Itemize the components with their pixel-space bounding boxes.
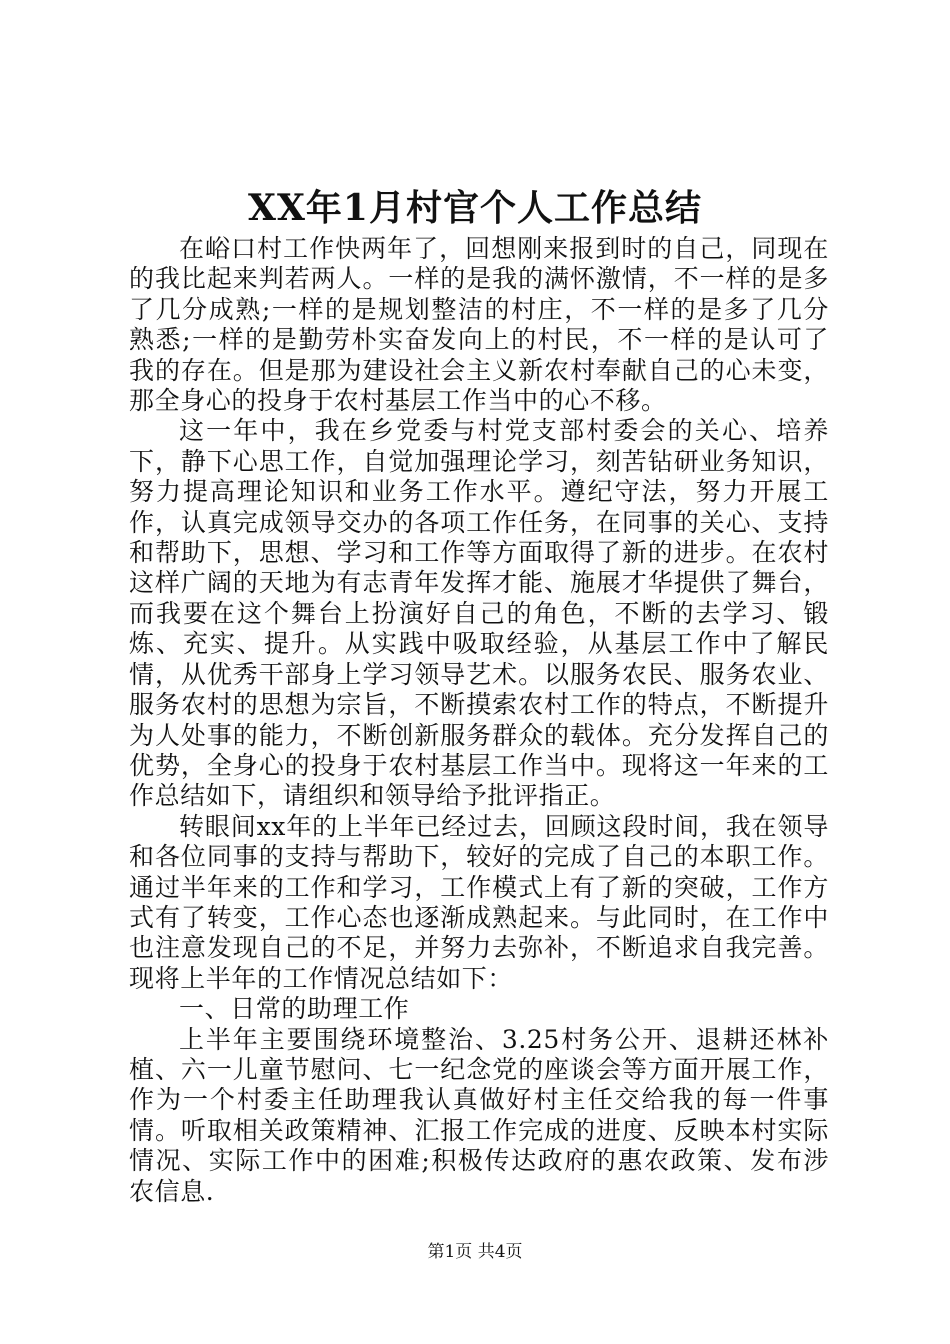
page-footer: 第1页 共4页	[427, 1242, 523, 1262]
paragraph-year-review: 这一年中，我在乡党委与村党支部村委会的关心、培养下，静下心思工作，自觉加强理论学习，刻苦钻研业务知识，努力提高理论知识和业务工作水平。遵纪守法，努力开展工作，认真完成领导交办的各项工作任务，在同事的关心、支持和帮助下，思想、学习和工作等方面取得了新的进步。在农村这样广阔的天地为有志青年发挥才能、施展才华提供了舞台，而我要在这个舞台上扮演好自己的角色，不断的去学习、锻炼、充实、提升。从实践中吸取经验，从基层工作中了解民情，从优秀干部身上学习领导艺术。以服务农民、服务农业、服务农村的思想为宗旨，不断摸索农村工作的特点，不断提升为人处事的能力，不断创新服务群众的载体。充分发挥自己的优势，全身心的投身于农村基层工作当中。现将这一年来的工作总结如下，请组织和领导给予批评指正。	[129, 416, 829, 811]
document-title: XX年1月村官个人工作总结	[248, 187, 702, 229]
document-body	[129, 234, 829, 1207]
section-heading-daily-work: 一、日常的助理工作	[179, 994, 410, 1024]
paragraph-intro: 在峪口村工作快两年了，回想刚来报到时的自己，同现在的我比起来判若两人。一样的是我的满怀激情，不一样的是多了几分成熟;一样的是规划整洁的村庄，不一样的是多了几分熟悉;一样的是勤劳朴实奋发向上的村民，不一样的是认可了我的存在。但是那为建设社会主义新农村奉献自己的心未变，那全身心的投身于农村基层工作当中的心不移。	[129, 234, 829, 416]
paragraph-daily-work: 上半年主要围绕环境整治、3.25村务公开、退耕还林补植、六一儿童节慰问、七一纪念党的座谈会等方面开展工作，作为一个村委主任助理我认真做好村主任交给我的每一件事情。听取相关政策精神、汇报工作完成的进度、反映本村实际情况、实际工作中的困难;积极传达政府的惠农政策、发布涉农信息.	[129, 1024, 829, 1206]
paragraph-half-year: 转眼间xx年的上半年已经过去，回顾这段时间，我在领导和各位同事的支持与帮助下，较好的完成了自己的本职工作。通过半年来的工作和学习，工作模式上有了新的突破，工作方式有了转变，工作心态也逐渐成熟起来。与此同时，在工作中也注意发现自己的不足，并努力去弥补，不断追求自我完善。现将上半年的工作情况总结如下：	[129, 811, 829, 993]
